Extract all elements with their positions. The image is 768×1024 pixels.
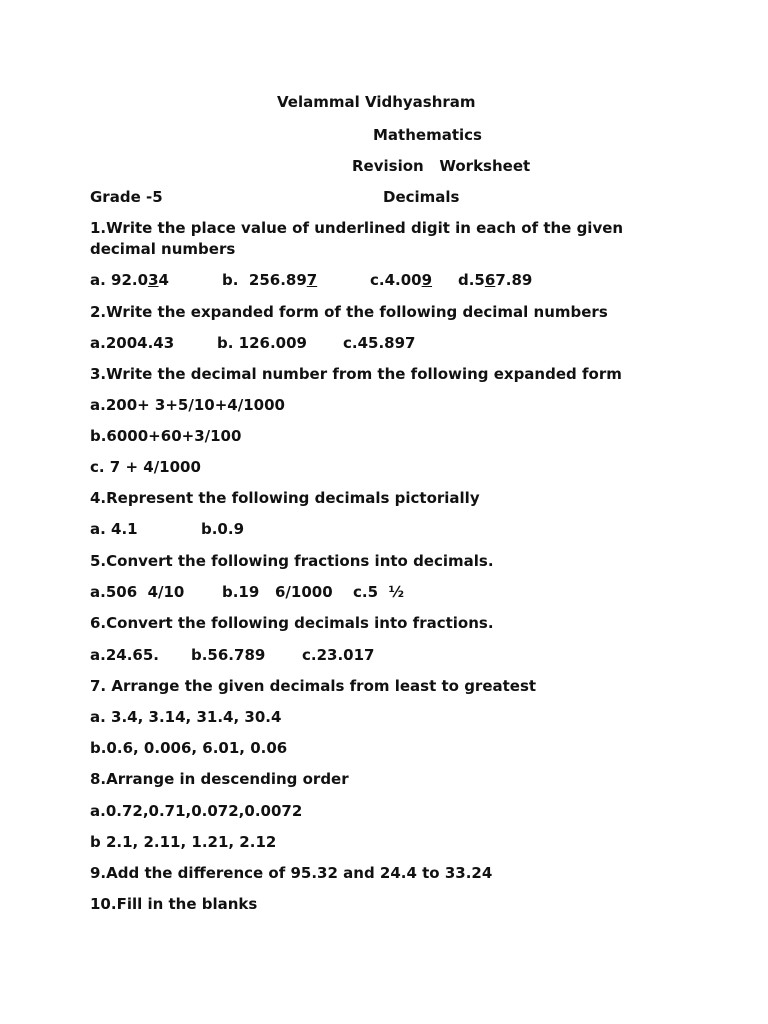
question-4-prompt: 4.Represent the following decimals pictorially: [90, 489, 480, 507]
question-6-item-b: b.56.789: [191, 646, 266, 664]
question-8-prompt: 8.Arrange in descending order: [90, 770, 349, 788]
question-1-prompt: 1.Write the place value of underlined digit in each of the given decimal numbers: [90, 219, 624, 258]
question-7-item-b: b.0.6, 0.006, 6.01, 0.06: [90, 739, 288, 757]
underlined-digit: 3: [148, 271, 159, 289]
question-4-item-a: a. 4.1: [90, 520, 138, 538]
underlined-digit: 7: [306, 271, 318, 289]
question-2-item-a: a.2004.43: [90, 334, 175, 352]
question-4-item-b: b.0.9: [201, 520, 245, 538]
question-5-prompt: 5.Convert the following fractions into decimals.: [90, 552, 494, 570]
subject-title: Mathematics: [373, 126, 482, 144]
question-3-item-b: b.6000+60+3/100: [90, 427, 242, 445]
question-7-prompt: 7. Arrange the given decimals from least to greatest: [90, 677, 537, 695]
question-3-item-a: a.200+ 3+5/10+4/1000: [90, 396, 285, 414]
question-1-item-b: b. 256.897: [222, 271, 318, 289]
school-name: Velammal Vidhyashram: [277, 93, 476, 111]
topic-label: Decimals: [383, 188, 460, 206]
question-5-item-c: c.5 ½: [353, 583, 404, 601]
question-6-item-c: c.23.017: [302, 646, 375, 664]
underlined-digit: 6: [484, 271, 496, 289]
question-1-item-d: d.567.89: [458, 271, 533, 289]
question-10-prompt: 10.Fill in the blanks: [90, 895, 258, 913]
question-2-item-c: c.45.897: [343, 334, 416, 352]
question-8-item-b: b 2.1, 2.11, 1.21, 2.12: [90, 833, 277, 851]
grade-label: Grade -5: [90, 188, 163, 206]
question-1-item-a: a. 92.034: [90, 271, 169, 289]
question-8-item-a: a.0.72,0.71,0.072,0.0072: [90, 802, 303, 820]
question-3-item-c: c. 7 + 4/1000: [90, 458, 201, 476]
question-6-item-a: a.24.65.: [90, 646, 159, 664]
question-2-item-b: b. 126.009: [217, 334, 307, 352]
question-1-item-c: c.4.009: [370, 271, 433, 289]
question-3-prompt: 3.Write the decimal number from the following expanded form: [90, 365, 622, 383]
worksheet-title: Revision Worksheet: [352, 157, 531, 175]
question-5-item-b: b.19 6/1000: [222, 583, 333, 601]
question-5-item-a: a.506 4/10: [90, 583, 185, 601]
question-9-prompt: 9.Add the difference of 95.32 and 24.4 to 33.24: [90, 864, 493, 882]
underlined-digit: 9: [421, 271, 433, 289]
question-7-item-a: a. 3.4, 3.14, 31.4, 30.4: [90, 708, 282, 726]
question-2-prompt: 2.Write the expanded form of the following decimal numbers: [90, 303, 608, 321]
question-6-prompt: 6.Convert the following decimals into fractions.: [90, 614, 494, 632]
